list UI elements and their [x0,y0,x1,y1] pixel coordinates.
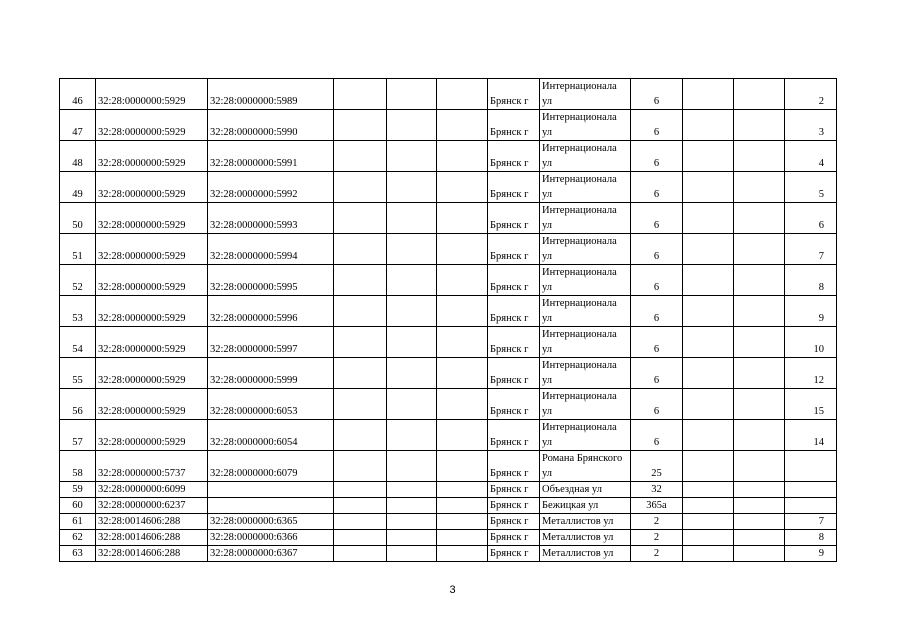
cell-empty [734,234,785,265]
cell-cadastral-number [208,482,334,498]
cell-number: 53 [60,296,96,327]
cell-empty [437,498,488,514]
cell-cadastral-parent: 32:28:0014606:288 [96,530,208,546]
cell-cadastral-number: 32:28:0000000:5995 [208,265,334,296]
cell-apartment: 5 [785,172,837,203]
table-row [60,203,837,234]
cell-empty [334,203,387,234]
cell-empty [683,172,734,203]
cell-number: 57 [60,420,96,451]
cell-cadastral-parent: 32:28:0000000:5929 [96,79,208,110]
cell-empty [683,79,734,110]
cell-cadastral-parent: 32:28:0014606:288 [96,514,208,530]
cell-city: Брянск г [488,451,540,482]
cell-cadastral-number: 32:28:0000000:6079 [208,451,334,482]
cell-empty [387,498,437,514]
cell-house: 25 [631,451,683,482]
cell-street: Интернационала ул [540,141,631,172]
cell-apartment: 8 [785,265,837,296]
cell-empty [334,358,387,389]
cell-house: 2 [631,514,683,530]
cell-number: 62 [60,530,96,546]
cell-house: 6 [631,358,683,389]
cell-empty [734,296,785,327]
cell-empty [387,234,437,265]
cell-empty [387,296,437,327]
cell-street: Интернационала ул [540,110,631,141]
table-row [60,530,837,546]
cell-empty [334,451,387,482]
cell-cadastral-parent: 32:28:0000000:5929 [96,172,208,203]
cell-empty [334,79,387,110]
cell-street: Интернационала ул [540,265,631,296]
cell-street: Интернационала ул [540,79,631,110]
cell-city: Брянск г [488,546,540,562]
cell-empty [437,141,488,172]
cell-apartment: 7 [785,514,837,530]
cell-number: 55 [60,358,96,389]
cell-number: 54 [60,327,96,358]
cell-empty [437,172,488,203]
cell-empty [683,514,734,530]
cell-empty [683,546,734,562]
cell-empty [437,530,488,546]
cell-empty [734,358,785,389]
cell-empty [387,451,437,482]
cell-empty [437,514,488,530]
cell-cadastral-parent: 32:28:0000000:5929 [96,420,208,451]
cell-apartment: 15 [785,389,837,420]
cell-city: Брянск г [488,203,540,234]
table-row [60,389,837,420]
table-row [60,110,837,141]
page-number: 3 [449,584,456,596]
cell-empty [683,358,734,389]
table-row [60,451,837,482]
cell-number: 59 [60,482,96,498]
cell-street: Интернационала ул [540,327,631,358]
cell-cadastral-number: 32:28:0000000:6365 [208,514,334,530]
cell-empty [334,296,387,327]
cell-empty [683,141,734,172]
cell-city: Брянск г [488,498,540,514]
cell-empty [683,327,734,358]
cell-cadastral-number: 32:28:0000000:6053 [208,389,334,420]
cell-house: 6 [631,172,683,203]
cell-empty [387,546,437,562]
cell-empty [683,203,734,234]
table-row [60,482,837,498]
cell-house: 6 [631,265,683,296]
cell-cadastral-parent: 32:28:0000000:5929 [96,358,208,389]
cell-street: Интернационала ул [540,172,631,203]
cell-empty [734,514,785,530]
cell-number: 47 [60,110,96,141]
cell-house: 6 [631,420,683,451]
cell-empty [683,482,734,498]
cell-empty [734,420,785,451]
cell-empty [734,482,785,498]
cell-empty [683,451,734,482]
cell-empty [334,389,387,420]
cell-house: 6 [631,203,683,234]
cell-cadastral-number: 32:28:0000000:6367 [208,546,334,562]
cell-street: Объездная ул [540,482,631,498]
cell-empty [734,389,785,420]
cell-number: 58 [60,451,96,482]
cell-empty [683,234,734,265]
table-row [60,498,837,514]
cell-empty [437,482,488,498]
table-row [60,514,837,530]
cell-empty [734,546,785,562]
cell-cadastral-number: 32:28:0000000:5991 [208,141,334,172]
cell-empty [334,234,387,265]
cell-apartment: 14 [785,420,837,451]
cell-empty [334,482,387,498]
cell-apartment: 6 [785,203,837,234]
cell-city: Брянск г [488,296,540,327]
cell-house: 6 [631,110,683,141]
cell-empty [683,498,734,514]
cell-apartment: 8 [785,530,837,546]
cell-number: 52 [60,265,96,296]
cell-empty [334,141,387,172]
cell-cadastral-number: 32:28:0000000:6366 [208,530,334,546]
cell-apartment: 10 [785,327,837,358]
cell-cadastral-parent: 32:28:0000000:5929 [96,110,208,141]
cell-empty [437,358,488,389]
cell-empty [437,546,488,562]
cell-cadastral-parent: 32:28:0014606:288 [96,546,208,562]
cell-empty [387,514,437,530]
cell-empty [387,358,437,389]
cell-cadastral-parent: 32:28:0000000:6237 [96,498,208,514]
cell-cadastral-parent: 32:28:0000000:5929 [96,389,208,420]
cell-cadastral-parent: 32:28:0000000:5929 [96,141,208,172]
cell-city: Брянск г [488,234,540,265]
cell-empty [734,172,785,203]
cell-empty [387,141,437,172]
cell-empty [437,234,488,265]
cell-cadastral-parent: 32:28:0000000:5929 [96,296,208,327]
cell-apartment [785,482,837,498]
cell-empty [734,110,785,141]
cell-street: Металлистов ул [540,514,631,530]
cell-number: 50 [60,203,96,234]
table-body [60,79,837,562]
cell-empty [683,110,734,141]
cell-apartment [785,498,837,514]
cell-house: 6 [631,327,683,358]
cell-house: 32 [631,482,683,498]
cell-number: 56 [60,389,96,420]
cell-city: Брянск г [488,141,540,172]
cell-empty [734,530,785,546]
cell-empty [387,79,437,110]
cell-cadastral-number: 32:28:0000000:5992 [208,172,334,203]
cell-cadastral-parent: 32:28:0000000:5737 [96,451,208,482]
cell-house: 6 [631,389,683,420]
cell-number: 51 [60,234,96,265]
cell-empty [387,172,437,203]
table-row [60,234,837,265]
cell-apartment: 2 [785,79,837,110]
cell-empty [334,110,387,141]
cell-empty [334,498,387,514]
cell-cadastral-number: 32:28:0000000:5994 [208,234,334,265]
cell-empty [734,265,785,296]
cell-empty [387,530,437,546]
cell-empty [437,451,488,482]
cell-street: Романа Брянского ул [540,451,631,482]
cell-city: Брянск г [488,514,540,530]
cell-apartment: 4 [785,141,837,172]
cell-number: 63 [60,546,96,562]
table-row [60,265,837,296]
cell-street: Интернационала ул [540,234,631,265]
cell-empty [387,482,437,498]
cell-number: 61 [60,514,96,530]
cell-cadastral-parent: 32:28:0000000:5929 [96,327,208,358]
cell-city: Брянск г [488,172,540,203]
cell-empty [683,420,734,451]
cell-house: 2 [631,546,683,562]
cell-street: Интернационала ул [540,389,631,420]
cell-empty [734,141,785,172]
cell-empty [437,296,488,327]
cell-empty [334,420,387,451]
cell-city: Брянск г [488,530,540,546]
cell-house: 6 [631,234,683,265]
cell-empty [387,389,437,420]
cell-street: Металлистов ул [540,546,631,562]
cell-empty [387,327,437,358]
cell-cadastral-number: 32:28:0000000:5999 [208,358,334,389]
cell-city: Брянск г [488,110,540,141]
cell-empty [334,172,387,203]
cell-empty [683,530,734,546]
cell-house: 6 [631,296,683,327]
cell-empty [437,203,488,234]
cell-city: Брянск г [488,482,540,498]
cell-empty [387,420,437,451]
cell-empty [387,265,437,296]
cell-cadastral-parent: 32:28:0000000:5929 [96,234,208,265]
cell-empty [734,498,785,514]
cell-cadastral-number: 32:28:0000000:5989 [208,79,334,110]
cell-city: Брянск г [488,420,540,451]
cell-street: Интернационала ул [540,420,631,451]
table-row [60,79,837,110]
cell-cadastral-parent: 32:28:0000000:5929 [96,265,208,296]
cell-number: 48 [60,141,96,172]
table-row [60,172,837,203]
cell-house: 6 [631,141,683,172]
cell-city: Брянск г [488,265,540,296]
cell-cadastral-parent: 32:28:0000000:5929 [96,203,208,234]
cell-apartment [785,451,837,482]
cell-empty [334,327,387,358]
cell-apartment: 12 [785,358,837,389]
cell-apartment: 9 [785,546,837,562]
cell-empty [734,327,785,358]
cell-empty [734,79,785,110]
cell-house: 2 [631,530,683,546]
cell-cadastral-number: 32:28:0000000:5996 [208,296,334,327]
cell-city: Брянск г [488,79,540,110]
cell-cadastral-number: 32:28:0000000:5993 [208,203,334,234]
cell-empty [334,546,387,562]
cell-empty [683,265,734,296]
cell-cadastral-number [208,498,334,514]
cell-number: 60 [60,498,96,514]
cell-apartment: 9 [785,296,837,327]
cell-empty [437,420,488,451]
cell-empty [437,110,488,141]
cell-empty [387,110,437,141]
cell-empty [437,327,488,358]
table-row [60,141,837,172]
cell-house: 365а [631,498,683,514]
cell-street: Бежицкая ул [540,498,631,514]
cell-empty [334,265,387,296]
table-row [60,420,837,451]
property-table [59,78,837,562]
cell-empty [437,389,488,420]
cell-empty [387,203,437,234]
cell-empty [734,203,785,234]
cell-street: Интернационала ул [540,358,631,389]
cell-cadastral-number: 32:28:0000000:6054 [208,420,334,451]
table-row [60,546,837,562]
table-row [60,327,837,358]
cell-apartment: 3 [785,110,837,141]
cell-number: 49 [60,172,96,203]
cell-street: Металлистов ул [540,530,631,546]
cell-empty [437,79,488,110]
cell-house: 6 [631,79,683,110]
cell-empty [334,514,387,530]
cell-city: Брянск г [488,327,540,358]
cell-number: 46 [60,79,96,110]
cell-empty [683,389,734,420]
table-row [60,358,837,389]
cell-empty [734,451,785,482]
cell-cadastral-number: 32:28:0000000:5990 [208,110,334,141]
cell-apartment: 7 [785,234,837,265]
cell-city: Брянск г [488,358,540,389]
cell-city: Брянск г [488,389,540,420]
cell-street: Интернационала ул [540,296,631,327]
cell-empty [334,530,387,546]
cell-empty [437,265,488,296]
table-row [60,296,837,327]
cell-street: Интернационала ул [540,203,631,234]
cell-cadastral-number: 32:28:0000000:5997 [208,327,334,358]
cell-empty [683,296,734,327]
cell-cadastral-parent: 32:28:0000000:6099 [96,482,208,498]
